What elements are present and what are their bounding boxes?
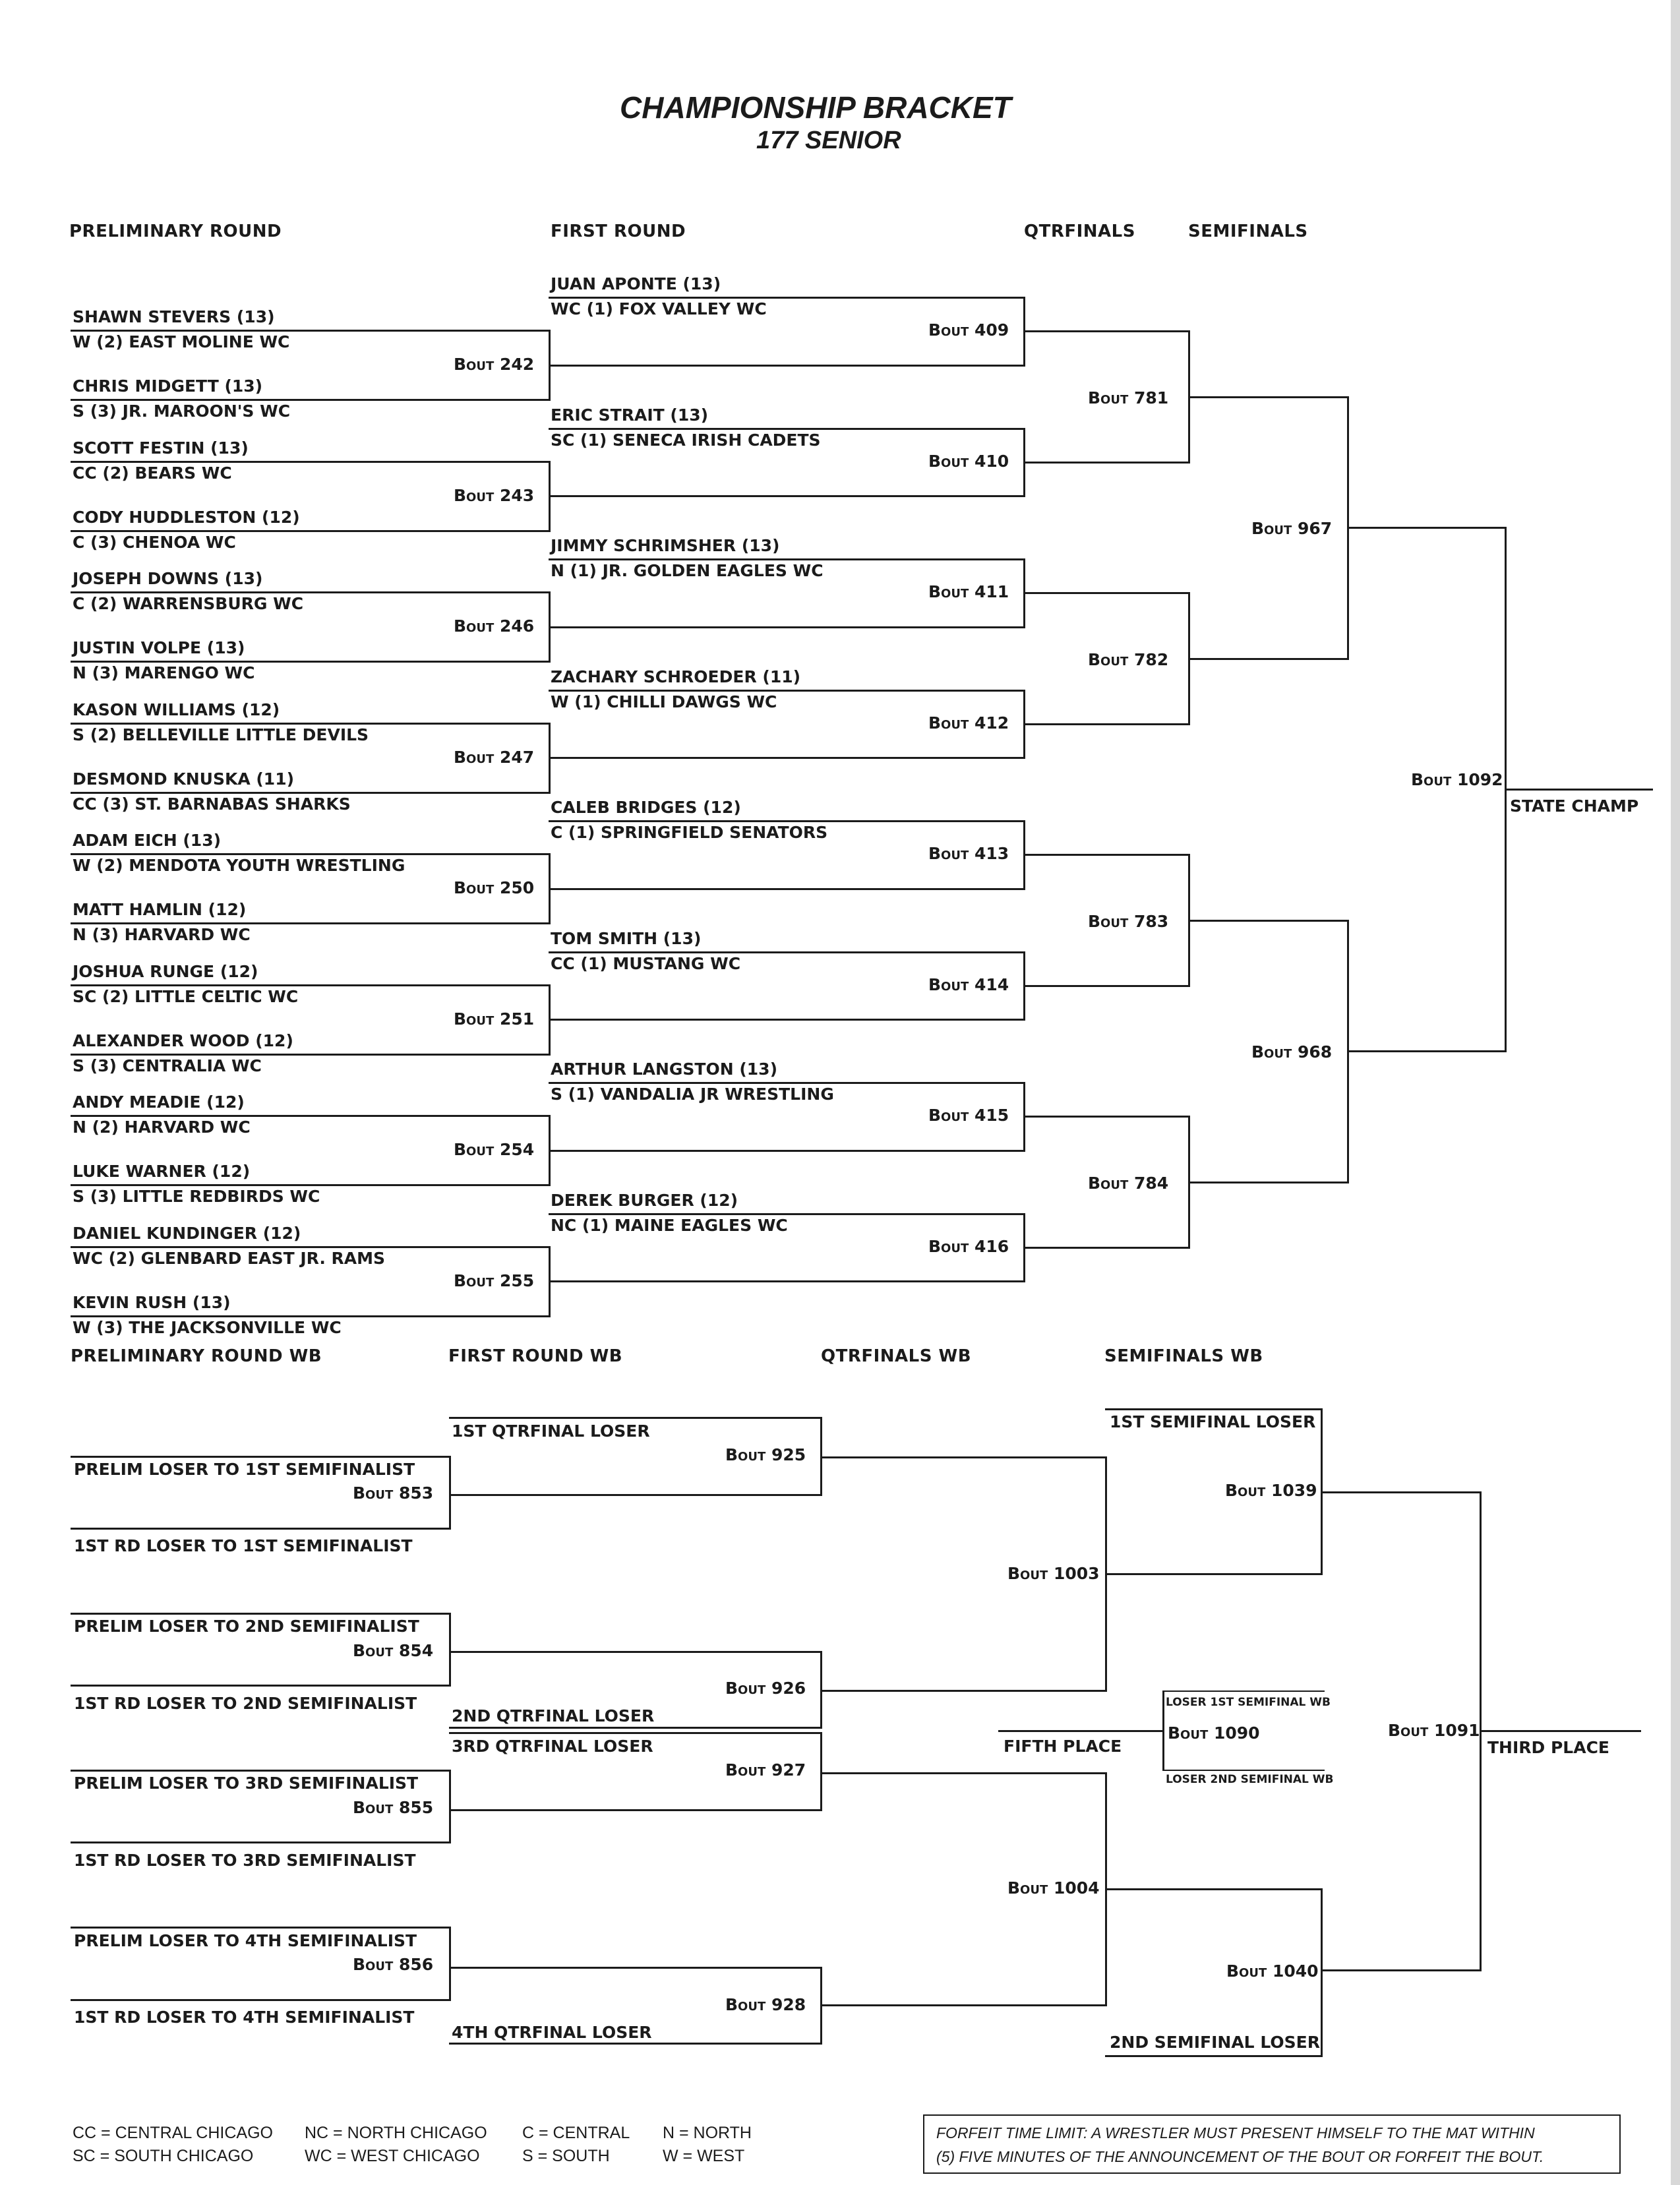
fifth-place-top-label: LOSER 1ST SEMIFINAL WB: [1166, 1696, 1331, 1709]
first-round-bout: Bout 409: [928, 320, 1009, 340]
wrestler-name: SCOTT FESTIN (13): [73, 438, 249, 458]
wrestler-team: SC (1) SENECA IRISH CADETS: [551, 430, 821, 450]
first-round-bout: Bout 412: [928, 713, 1009, 733]
wrestler-team: N (3) HARVARD WC: [73, 925, 251, 944]
wrestler-name: ADAM EICH (13): [73, 831, 222, 850]
prelim-bout: Bout 251: [454, 1009, 535, 1029]
wrestler-name: ZACHARY SCHROEDER (11): [551, 667, 801, 686]
prelim-bout: Bout 247: [454, 747, 535, 767]
wb-bout-928: Bout 928: [725, 1995, 806, 2014]
fifth-place-label: FIFTH PLACE: [1004, 1737, 1122, 1756]
wb-prelim-label: 1ST RD LOSER TO 4TH SEMIFINALIST: [74, 2008, 415, 2027]
first-round-bout: Bout 411: [928, 582, 1009, 601]
wrestler-name: ANDY MEADIE (12): [73, 1092, 245, 1112]
wrestler-team: CC (2) BEARS WC: [73, 463, 232, 483]
wb-first-label: 4TH QTRFINAL LOSER: [452, 2023, 652, 2042]
wrestler-team: W (2) MENDOTA YOUTH WRESTLING: [73, 856, 405, 875]
wrestler-name: JUAN APONTE (13): [551, 274, 721, 293]
wb-bout-1004: Bout 1004: [1007, 1878, 1100, 1898]
forfeit-notice-line: FORFEIT TIME LIMIT: A WRESTLER MUST PRESENT HIMSELF TO THE MAT WITHIN: [936, 2124, 1535, 2141]
scan-edge: [1671, 0, 1680, 2185]
wrestler-name: JOSHUA RUNGE (12): [73, 961, 258, 981]
wrestler-name: DANIEL KUNDINGER (12): [73, 1223, 301, 1243]
forfeit-notice: [923, 2114, 1621, 2174]
wb-first-label: 2ND QTRFINAL LOSER: [452, 1706, 655, 1725]
wrestler-name: CHRIS MIDGETT (13): [73, 376, 263, 396]
state-champ-label: STATE CHAMP: [1510, 796, 1639, 816]
prelim-bout: Bout 246: [454, 616, 535, 636]
wb-bout-855: Bout 855: [353, 1798, 434, 1817]
wrestler-name: CALEB BRIDGES (12): [551, 798, 741, 817]
wb-bout-854: Bout 854: [353, 1641, 434, 1660]
wb-bout-856: Bout 856: [353, 1955, 434, 1974]
wb-semi-label: 1ST SEMIFINAL LOSER: [1110, 1412, 1316, 1431]
wb-prelim-label: PRELIM LOSER TO 4TH SEMIFINALIST: [74, 1931, 417, 1950]
header-quarterfinals: QTRFINALS: [1024, 222, 1135, 241]
wb-bout-926: Bout 926: [725, 1679, 806, 1698]
wrestler-team: N (3) MARENGO WC: [73, 663, 255, 682]
header-semifinals: SEMIFINALS: [1188, 222, 1308, 241]
wb-prelim-label: PRELIM LOSER TO 2ND SEMIFINALIST: [74, 1617, 419, 1636]
wrestler-team: C (1) SPRINGFIELD SENATORS: [551, 823, 828, 842]
wb-bout-927: Bout 927: [725, 1760, 806, 1780]
wb-first-label: 3RD QTRFINAL LOSER: [452, 1737, 653, 1756]
wb-bout-1040: Bout 1040: [1226, 1961, 1319, 1981]
wrestler-team: W (3) THE JACKSONVILLE WC: [73, 1317, 342, 1337]
wrestler-team: WC (2) GLENBARD EAST JR. RAMS: [73, 1248, 386, 1268]
wb-bout-1039: Bout 1039: [1225, 1481, 1317, 1500]
quarterfinal-bout: Bout 782: [1088, 649, 1169, 669]
legend-item: NC = NORTH CHICAGO: [305, 2124, 487, 2142]
legend-item: WC = WEST CHICAGO: [305, 2147, 480, 2165]
legend-item: SC = SOUTH CHICAGO: [73, 2147, 254, 2165]
wrestler-name: ALEXANDER WOOD (12): [73, 1031, 293, 1050]
wrestler-name: ARTHUR LANGSTON (13): [551, 1060, 778, 1079]
wrestler-name: LUKE WARNER (12): [73, 1162, 251, 1181]
prelim-bout: Bout 243: [454, 485, 535, 505]
header-preliminary-round-wb: PRELIMINARY ROUND WB: [71, 1346, 322, 1366]
third-place-label: THIRD PLACE: [1487, 1738, 1610, 1757]
forfeit-notice-line: (5) FIVE MINUTES OF THE ANNOUNCEMENT OF THE BOUT OR FORFEIT THE BOUT.: [936, 2148, 1544, 2165]
quarterfinal-bout: Bout 784: [1088, 1173, 1169, 1193]
first-round-bout: Bout 413: [928, 844, 1009, 863]
page-title: CHAMPIONSHIP BRACKET: [620, 90, 1011, 125]
semifinal-bout: Bout 967: [1251, 519, 1333, 538]
wrestler-name: KEVIN RUSH (13): [73, 1292, 231, 1312]
wb-prelim-label: 1ST RD LOSER TO 3RD SEMIFINALIST: [74, 1851, 416, 1870]
legend-item: C = CENTRAL: [522, 2124, 630, 2142]
prelim-bout: Bout 250: [454, 878, 535, 897]
wrestler-team: S (3) JR. MAROON'S WC: [73, 402, 291, 421]
prelim-bout: Bout 254: [454, 1140, 535, 1159]
wrestler-team: NC (1) MAINE EAGLES WC: [551, 1215, 788, 1235]
first-round-bout: Bout 416: [928, 1236, 1009, 1256]
wrestler-name: JOSEPH DOWNS (13): [73, 569, 263, 588]
final-bout: Bout 1092: [1411, 770, 1503, 789]
prelim-bout: Bout 255: [454, 1271, 535, 1290]
wrestler-team: W (2) EAST MOLINE WC: [73, 332, 290, 351]
wb-bout-925: Bout 925: [725, 1445, 806, 1464]
wrestler-name: SHAWN STEVERS (13): [73, 307, 275, 326]
wb-bout-1090: Bout 1090: [1168, 1723, 1260, 1743]
legend-item: CC = CENTRAL CHICAGO: [73, 2124, 273, 2142]
header-semifinals-wb: SEMIFINALS WB: [1104, 1346, 1263, 1366]
wb-prelim-label: PRELIM LOSER TO 3RD SEMIFINALIST: [74, 1774, 419, 1793]
wrestler-name: DEREK BURGER (12): [551, 1190, 738, 1210]
wb-bout-1003: Bout 1003: [1007, 1564, 1100, 1583]
wrestler-team: CC (3) ST. BARNABAS SHARKS: [73, 794, 351, 814]
wrestler-team: C (2) WARRENSBURG WC: [73, 594, 304, 613]
wrestler-team: CC (1) MUSTANG WC: [551, 953, 741, 973]
wrestler-name: ERIC STRAIT (13): [551, 405, 709, 425]
wrestler-name: JIMMY SCHRIMSHER (13): [551, 536, 780, 555]
wrestler-team: SC (2) LITTLE CELTIC WC: [73, 986, 299, 1006]
wb-prelim-label: PRELIM LOSER TO 1ST SEMIFINALIST: [74, 1460, 415, 1479]
wb-bout-853: Bout 853: [353, 1483, 434, 1503]
fifth-place-bottom-label: LOSER 2ND SEMIFINAL WB: [1166, 1773, 1334, 1786]
header-quarterfinals-wb: QTRFINALS WB: [821, 1346, 972, 1366]
wrestler-name: TOM SMITH (13): [551, 928, 702, 948]
wrestler-name: DESMOND KNUSKA (11): [73, 769, 295, 789]
wrestler-name: KASON WILLIAMS (12): [73, 700, 280, 719]
wrestler-team: WC (1) FOX VALLEY WC: [551, 299, 767, 318]
wrestler-team: S (3) CENTRALIA WC: [73, 1056, 262, 1075]
wb-prelim-label: 1ST RD LOSER TO 2ND SEMIFINALIST: [74, 1694, 417, 1713]
wrestler-name: CODY HUDDLESTON (12): [73, 507, 300, 527]
wb-semi-label: 2ND SEMIFINAL LOSER: [1110, 2033, 1320, 2052]
wrestler-team: N (1) JR. GOLDEN EAGLES WC: [551, 561, 824, 580]
header-preliminary-round: PRELIMINARY ROUND: [69, 222, 282, 241]
semifinal-bout: Bout 968: [1251, 1042, 1333, 1062]
wrestler-team: S (1) VANDALIA JR WRESTLING: [551, 1085, 834, 1104]
wrestler-team: N (2) HARVARD WC: [73, 1118, 251, 1137]
wrestler-name: MATT HAMLIN (12): [73, 900, 247, 919]
first-round-bout: Bout 414: [928, 974, 1009, 994]
first-round-bout: Bout 410: [928, 451, 1009, 471]
wrestler-name: JUSTIN VOLPE (13): [73, 638, 245, 657]
wrestler-team: S (2) BELLEVILLE LITTLE DEVILS: [73, 725, 369, 744]
header-first-round: FIRST ROUND: [551, 222, 686, 241]
wrestler-team: C (3) CHENOA WC: [73, 532, 236, 552]
wrestler-team: S (3) LITTLE REDBIRDS WC: [73, 1187, 320, 1206]
wb-prelim-label: 1ST RD LOSER TO 1ST SEMIFINALIST: [74, 1536, 413, 1555]
wrestler-team: W (1) CHILLI DAWGS WC: [551, 692, 777, 711]
header-first-round-wb: FIRST ROUND WB: [448, 1346, 623, 1366]
prelim-bout: Bout 242: [454, 355, 535, 374]
quarterfinal-bout: Bout 781: [1088, 388, 1169, 407]
legend-item: W = WEST: [663, 2147, 745, 2165]
legend-item: S = SOUTH: [522, 2147, 610, 2165]
legend-item: N = NORTH: [663, 2124, 752, 2142]
page-subtitle: 177 SENIOR: [756, 127, 901, 154]
wb-bout-1091: Bout 1091: [1388, 1721, 1480, 1740]
wb-first-label: 1ST QTRFINAL LOSER: [452, 1422, 650, 1441]
quarterfinal-bout: Bout 783: [1088, 911, 1169, 931]
first-round-bout: Bout 415: [928, 1106, 1009, 1125]
